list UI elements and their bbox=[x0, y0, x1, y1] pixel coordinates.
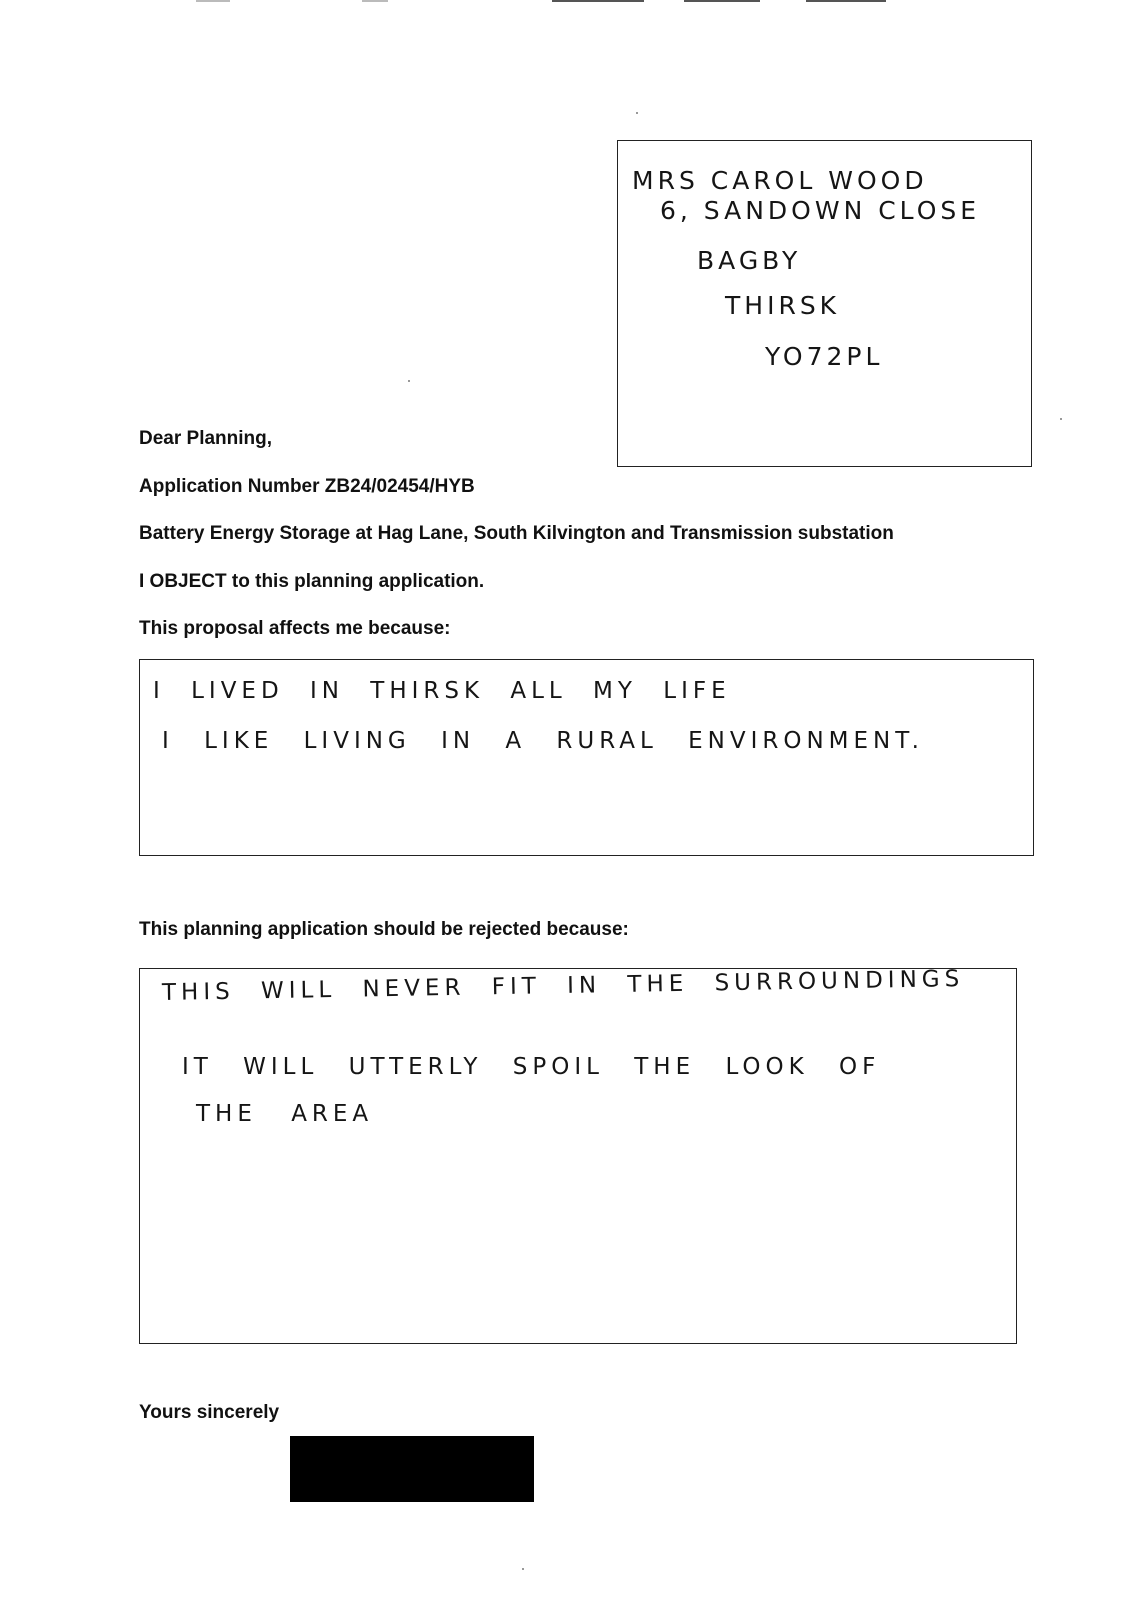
reject-response-line: IT WILL UTTERLY SPOIL THE LOOK OF bbox=[182, 1054, 881, 1080]
redacted-signature bbox=[290, 1436, 534, 1502]
objection-statement: I OBJECT to this planning application. bbox=[139, 571, 485, 592]
scan-speck bbox=[1060, 418, 1062, 420]
scan-speck bbox=[408, 380, 410, 382]
address-town: THIRSK bbox=[725, 291, 841, 320]
reject-prompt: This planning application should be rejected because: bbox=[139, 919, 629, 940]
salutation: Dear Planning, bbox=[139, 428, 273, 449]
scan-speck bbox=[522, 1568, 524, 1570]
reject-response-line: THIS WILL NEVER FIT IN THE SURROUNDINGS bbox=[161, 965, 965, 1006]
application-number: Application Number ZB24/02454/HYB bbox=[139, 476, 475, 497]
address-postcode: YO72PL bbox=[765, 342, 884, 371]
affects-response-line: I LIVED IN THIRSK ALL MY LIFE bbox=[153, 678, 731, 704]
affects-response-line: I LIKE LIVING IN A RURAL ENVIRONMENT. bbox=[162, 728, 924, 754]
closing: Yours sincerely bbox=[139, 1402, 280, 1423]
reject-response-line: THE AREA bbox=[196, 1101, 374, 1127]
address-village: BAGBY bbox=[697, 246, 802, 275]
reject-response-box bbox=[139, 965, 1017, 1344]
address-name: MRS CAROL WOOD bbox=[632, 166, 928, 195]
affects-prompt: This proposal affects me because: bbox=[139, 618, 451, 639]
application-subject: Battery Energy Storage at Hag Lane, South Kilvington and Transmission substation bbox=[139, 523, 894, 544]
scan-speck bbox=[636, 112, 638, 114]
address-street: 6, SANDOWN CLOSE bbox=[660, 196, 981, 225]
